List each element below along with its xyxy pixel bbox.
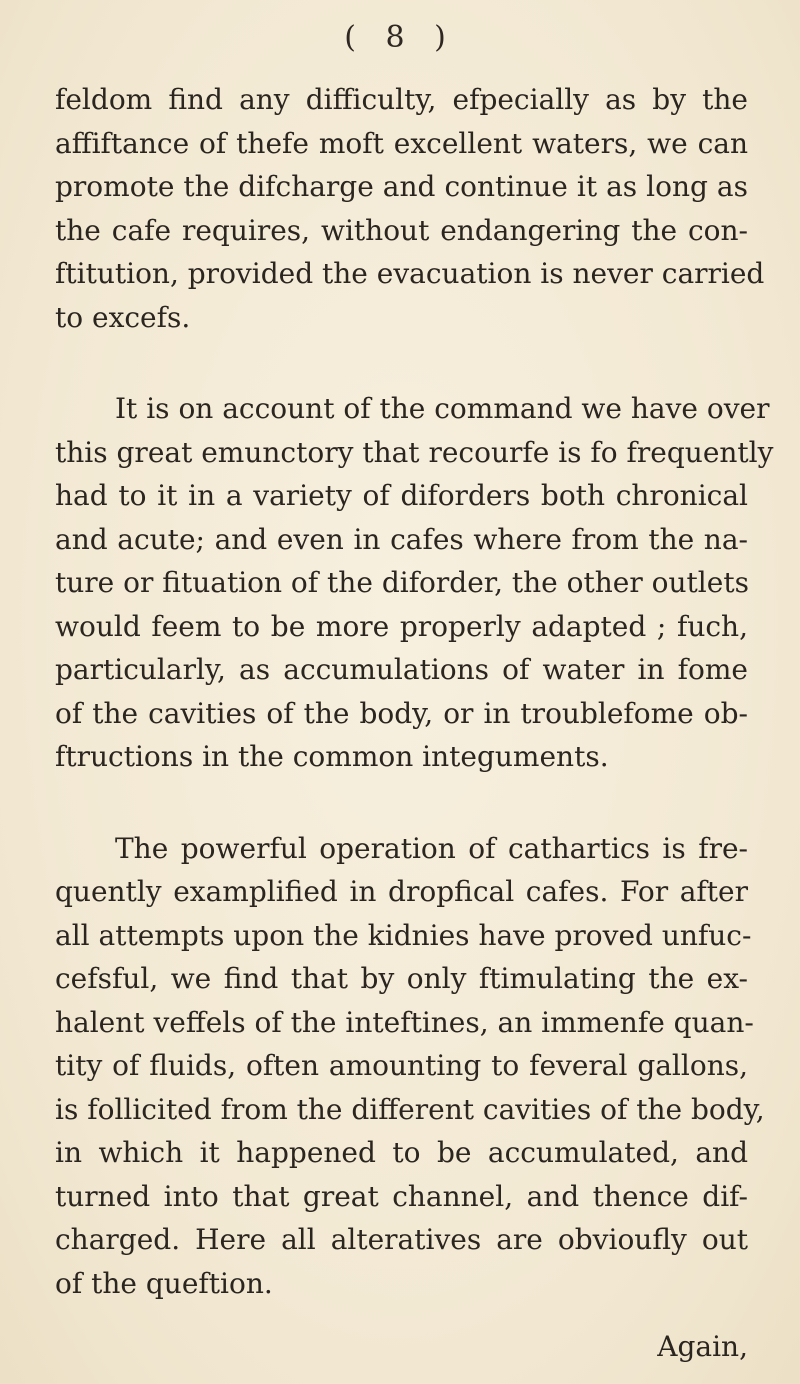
page-number: ( 8 ) — [344, 20, 456, 55]
text-line: halent veffels of the inteftines, an immenfe quan- — [55, 1005, 754, 1039]
text-line: cefsful, we find that by only ftimulating the ex- — [55, 962, 748, 995]
text-line: in which it happened to be accumulated, and — [55, 1136, 748, 1169]
text-line: to excefs. — [55, 300, 191, 334]
text-line: of the cavities of the body, or in troublefome ob- — [55, 696, 748, 730]
text-line: all attempts upon the kidnies have proved unfuc- — [55, 918, 752, 952]
text-line: It is on account of the command we have over — [115, 392, 770, 425]
text-line: ftructions in the common integuments. — [55, 740, 609, 773]
text-line: The powerful operation of cathartics is fre- — [115, 831, 748, 865]
text-line: tity of fluids, often amounting to feveral gallons, — [55, 1049, 748, 1082]
text-line: of the queftion. — [55, 1266, 273, 1300]
text-line: ftitution, provided the evacuation is never carried — [55, 257, 765, 290]
text-line: would feem to be more properly adapted ; fuch, — [55, 609, 748, 643]
text-line: quently examplified in dropfical cafes. For after — [55, 875, 748, 908]
text-line: had to it in a variety of diforders both chronical — [55, 479, 748, 512]
text-line: and acute; and even in cafes where from the na- — [55, 522, 748, 556]
text-line: the cafe requires, without endangering the con- — [55, 213, 748, 247]
text-line: charged. Here all alteratives are obvioufly out — [55, 1223, 748, 1256]
text-line: is follicited from the different cavities of the body, — [55, 1092, 765, 1126]
text-line: particularly, as accumulations of water in fome — [55, 653, 748, 686]
text-line: promote the difcharge and continue it as long as — [55, 170, 748, 203]
text-line: ture or fituation of the diforder, the other outlets — [55, 566, 749, 599]
catchword: Again, — [657, 1330, 748, 1363]
text-line: affiftance of thefe moft excellent waters, we can — [55, 126, 748, 160]
text-line: this great emunctory that recourfe is fo frequently — [55, 435, 774, 469]
text-line: feldom find any difficulty, efpecially as by the — [55, 83, 748, 116]
text-line: turned into that great channel, and thence dif- — [55, 1179, 748, 1213]
